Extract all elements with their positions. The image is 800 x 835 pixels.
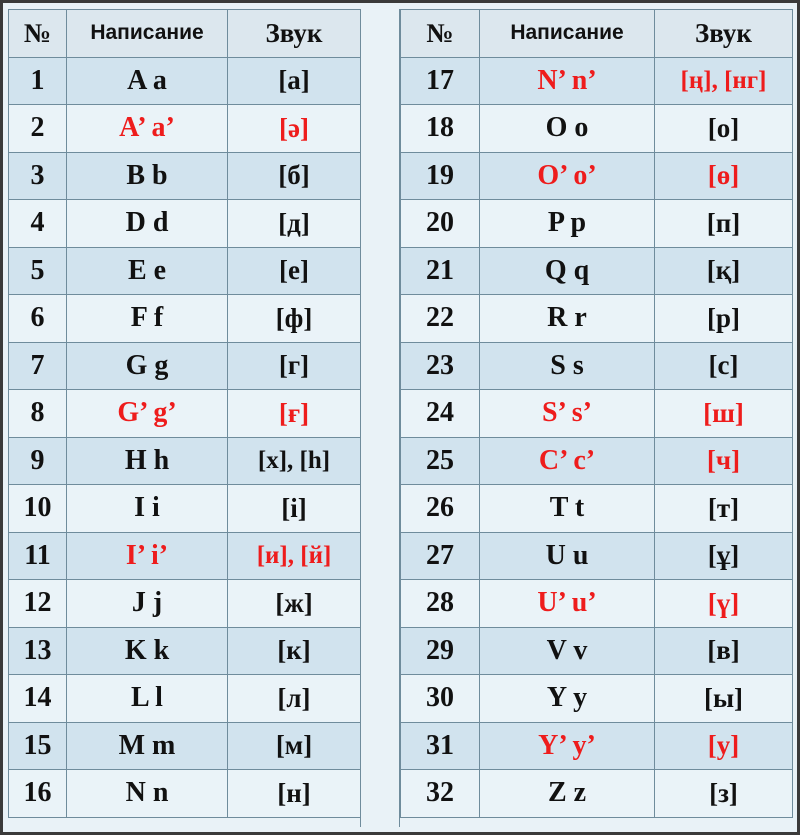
letter-writing: Z z: [480, 770, 655, 818]
letter-writing: O o: [480, 105, 655, 153]
table-row: [401, 675, 793, 723]
table-row: [9, 722, 361, 770]
table-row: [9, 770, 361, 818]
letter-number: 11: [9, 532, 67, 580]
letter-writing: T t: [480, 485, 655, 533]
letter-sound: [е]: [228, 247, 361, 295]
letter-writing: U’ u’: [480, 580, 655, 628]
alphabet-table-right: [400, 9, 793, 818]
letter-number: 6: [9, 295, 67, 343]
letter-writing: D d: [67, 200, 228, 248]
table-row: [401, 342, 793, 390]
table-row: [401, 247, 793, 295]
letter-sound: [в]: [655, 627, 793, 675]
letter-number: 17: [401, 57, 480, 105]
table-row: [9, 485, 361, 533]
letter-number: 28: [401, 580, 480, 628]
table-row: [9, 342, 361, 390]
letter-sound: [ж]: [228, 580, 361, 628]
letter-sound: [қ]: [655, 247, 793, 295]
letter-number: 15: [9, 722, 67, 770]
letter-number: 20: [401, 200, 480, 248]
table-row: [401, 200, 793, 248]
letter-writing: J j: [67, 580, 228, 628]
letter-writing: Y y: [480, 675, 655, 723]
table-row: [401, 437, 793, 485]
letter-sound: [ф]: [228, 295, 361, 343]
letter-number: 10: [9, 485, 67, 533]
letter-number: 24: [401, 390, 480, 438]
table-row: [9, 580, 361, 628]
letter-sound: [у]: [655, 722, 793, 770]
table-row: [9, 152, 361, 200]
letter-sound: [п]: [655, 200, 793, 248]
letter-sound: [ы]: [655, 675, 793, 723]
letter-sound: [б]: [228, 152, 361, 200]
letter-writing: L l: [67, 675, 228, 723]
letter-writing: M m: [67, 722, 228, 770]
letter-number: 21: [401, 247, 480, 295]
letter-sound: [і]: [228, 485, 361, 533]
table-row: [9, 200, 361, 248]
letter-sound: [м]: [228, 722, 361, 770]
letter-number: 3: [9, 152, 67, 200]
letter-writing: N’ n’: [480, 57, 655, 105]
letter-sound: [ғ]: [228, 390, 361, 438]
letter-sound: [т]: [655, 485, 793, 533]
header-sound: Звук: [655, 10, 793, 58]
table-row: [401, 105, 793, 153]
table-row: [401, 532, 793, 580]
letter-number: 7: [9, 342, 67, 390]
letter-sound: [о]: [655, 105, 793, 153]
letter-writing: A’ a’: [67, 105, 228, 153]
table-row: [9, 247, 361, 295]
letter-writing: R r: [480, 295, 655, 343]
table-row: [401, 580, 793, 628]
letter-sound: [с]: [655, 342, 793, 390]
letter-sound: [а]: [228, 57, 361, 105]
letter-writing: G g: [67, 342, 228, 390]
letter-writing: E e: [67, 247, 228, 295]
letter-sound: [ң], [нг]: [655, 57, 793, 105]
letter-number: 2: [9, 105, 67, 153]
table-row: [9, 437, 361, 485]
letter-number: 13: [9, 627, 67, 675]
letter-number: 31: [401, 722, 480, 770]
letter-sound: [з]: [655, 770, 793, 818]
letter-writing: N n: [67, 770, 228, 818]
letter-sound: [р]: [655, 295, 793, 343]
letter-writing: C’ c’: [480, 437, 655, 485]
letter-sound: [ү]: [655, 580, 793, 628]
table-row: [401, 722, 793, 770]
letter-sound: [и], [й]: [228, 532, 361, 580]
letter-number: 27: [401, 532, 480, 580]
letter-number: 19: [401, 152, 480, 200]
table-row: [9, 57, 361, 105]
table-row: [9, 532, 361, 580]
table-row: [401, 390, 793, 438]
letter-sound: [к]: [228, 627, 361, 675]
letter-writing: A a: [67, 57, 228, 105]
letter-number: 16: [9, 770, 67, 818]
letter-number: 18: [401, 105, 480, 153]
letter-number: 12: [9, 580, 67, 628]
letter-number: 14: [9, 675, 67, 723]
table-row: [401, 57, 793, 105]
letter-writing: U u: [480, 532, 655, 580]
column-divider: [360, 9, 400, 827]
letter-number: 26: [401, 485, 480, 533]
letter-sound: [ә]: [228, 105, 361, 153]
letter-writing: S’ s’: [480, 390, 655, 438]
letter-writing: I i: [67, 485, 228, 533]
letter-sound: [х], [h]: [228, 437, 361, 485]
letter-number: 1: [9, 57, 67, 105]
letter-sound: [н]: [228, 770, 361, 818]
letter-writing: I’ i’: [67, 532, 228, 580]
letter-sound: [г]: [228, 342, 361, 390]
letter-sound: [ш]: [655, 390, 793, 438]
header-writing: Написание: [480, 10, 655, 58]
letter-sound: [д]: [228, 200, 361, 248]
table-row: [9, 675, 361, 723]
alphabet-table-left: [8, 9, 361, 818]
letter-writing: V v: [480, 627, 655, 675]
letter-writing: Q q: [480, 247, 655, 295]
letter-writing: S s: [480, 342, 655, 390]
letter-writing: G’ g’: [67, 390, 228, 438]
letter-number: 5: [9, 247, 67, 295]
letter-number: 9: [9, 437, 67, 485]
table-row: [9, 627, 361, 675]
letter-number: 29: [401, 627, 480, 675]
table-row: [401, 627, 793, 675]
letter-sound: [ұ]: [655, 532, 793, 580]
letter-number: 30: [401, 675, 480, 723]
header-writing: Написание: [67, 10, 228, 58]
letter-writing: P p: [480, 200, 655, 248]
letter-number: 25: [401, 437, 480, 485]
letter-number: 23: [401, 342, 480, 390]
table-row: [401, 485, 793, 533]
letter-number: 8: [9, 390, 67, 438]
header-num: №: [401, 10, 480, 58]
header-sound: Звук: [228, 10, 361, 58]
table-row: [401, 770, 793, 818]
letter-sound: [л]: [228, 675, 361, 723]
letter-writing: Y’ y’: [480, 722, 655, 770]
letter-writing: O’ o’: [480, 152, 655, 200]
letter-number: 4: [9, 200, 67, 248]
letter-sound: [ч]: [655, 437, 793, 485]
table-row: [401, 152, 793, 200]
letter-writing: F f: [67, 295, 228, 343]
letter-sound: [ө]: [655, 152, 793, 200]
letter-number: 22: [401, 295, 480, 343]
table-row: [9, 390, 361, 438]
letter-writing: B b: [67, 152, 228, 200]
table-row: [9, 105, 361, 153]
header-num: №: [9, 10, 67, 58]
letter-writing: H h: [67, 437, 228, 485]
letter-writing: K k: [67, 627, 228, 675]
table-row: [401, 295, 793, 343]
table-row: [9, 295, 361, 343]
letter-number: 32: [401, 770, 480, 818]
